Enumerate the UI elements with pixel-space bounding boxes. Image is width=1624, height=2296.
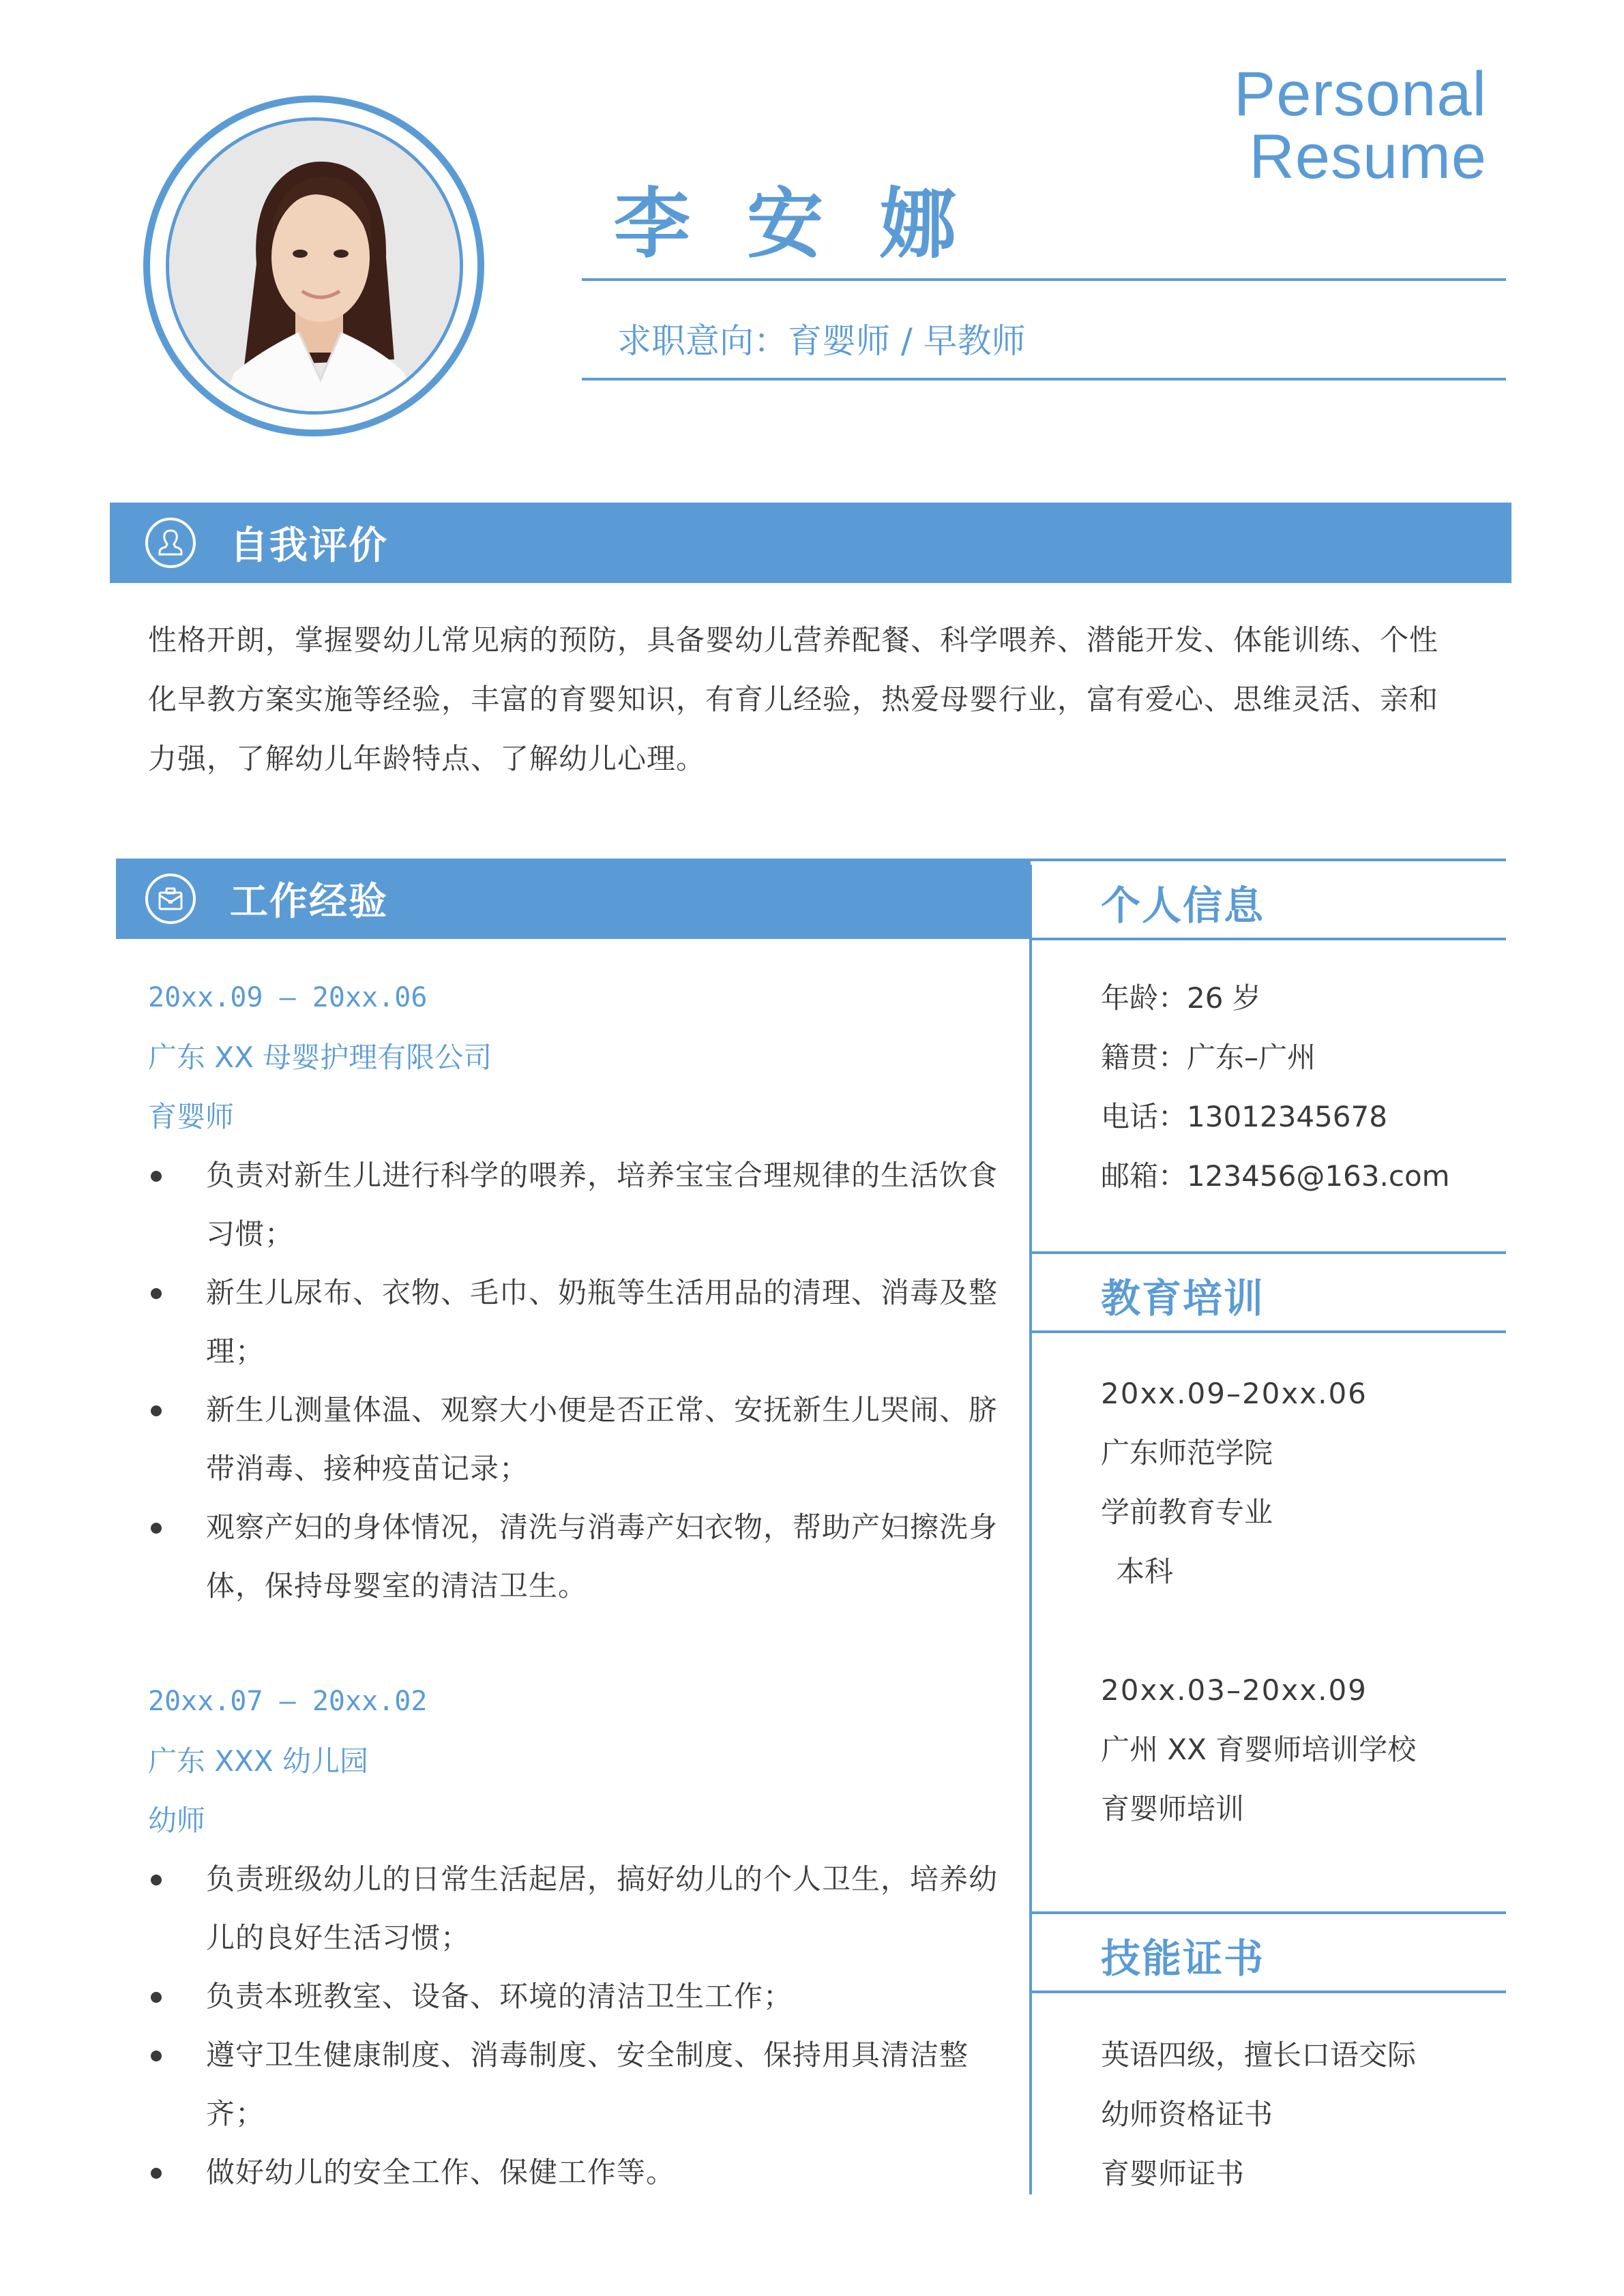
header-divider-top	[582, 278, 1506, 281]
job-date: 20xx.07 – 20xx.02	[148, 1686, 428, 1717]
job-intention: 求职意向：育婴师 / 早教师	[617, 321, 1026, 361]
duty-item: 观察产妇的身体情况，清洗与消毒产妇衣物，帮助产妇擦洗身体，保持母婴室的清洁卫生。	[148, 1498, 1022, 1615]
job-company: 广东 XXX 幼儿园	[148, 1744, 369, 1778]
education-list	[1101, 1364, 1416, 1838]
edu-school: 广州 XX 育婴师培训学校	[1101, 1733, 1417, 1766]
header-divider-bottom	[582, 378, 1506, 381]
section-header-personal-info	[1031, 859, 1506, 940]
section-header-education	[1031, 1251, 1506, 1333]
section-bar-self-evaluation	[110, 503, 1511, 583]
section-title: 自我评价	[230, 524, 388, 568]
info-hometown: 籍贯：广东–广州	[1101, 1041, 1316, 1074]
section-header-skills	[1031, 1911, 1506, 1993]
edu-date: 20xx.09–20xx.06	[1101, 1377, 1368, 1410]
portrait-photo	[169, 121, 463, 415]
section-title: 技能证书	[1101, 1935, 1265, 1982]
candidate-name: 李 安 娜	[614, 180, 971, 269]
job-duties	[148, 1850, 1028, 2202]
duty-item: 新生儿尿布、衣物、毛巾、奶瓶等生活用品的清理、消毒及整理；	[148, 1264, 1022, 1381]
duty-item: 负责本班教室、设备、环境的清洁卫生工作；	[148, 1967, 1022, 2026]
job-duties	[148, 1146, 1028, 1615]
paragraph-line: 化早教方案实施等经验，丰富的育婴知识，有育儿经验，热爱母婴行业，富有爱心、思维灵活、亲和	[148, 683, 1439, 716]
duty-item: 做好幼儿的安全工作、保健工作等。	[148, 2143, 1022, 2202]
briefcase-icon	[145, 874, 196, 924]
self-evaluation-text	[148, 610, 1505, 788]
info-phone: 电话：13012345678	[1101, 1100, 1387, 1133]
edu-school: 广东师范学院	[1101, 1436, 1273, 1470]
job-date: 20xx.09 – 20xx.06	[148, 982, 428, 1013]
section-title: 个人信息	[1101, 882, 1265, 929]
paragraph-line: 性格开朗，掌握婴幼儿常见病的预防，具备婴幼儿营养配餐、科学喂养、潜能开发、体能训练、个性	[148, 623, 1439, 657]
section-title: 教育培训	[1101, 1275, 1265, 1322]
duty-item: 新生儿测量体温、观察大小便是否正常、安抚新生儿哭闹、脐带消毒、接种疫苗记录；	[148, 1381, 1022, 1498]
job-entry	[148, 1672, 1028, 2202]
avatar	[166, 117, 463, 415]
user-icon	[145, 518, 196, 568]
edu-major: 育婴师培训	[1101, 1792, 1245, 1825]
personal-info-list	[1101, 968, 1450, 1206]
job-company: 广东 XX 母婴护理有限公司	[148, 1041, 492, 1074]
column-divider	[1029, 865, 1032, 2194]
skill-item: 育婴师证书	[1101, 2157, 1245, 2190]
duty-item: 负责班级幼儿的日常生活起居，搞好幼儿的个人卫生，培养幼儿的良好生活习惯；	[148, 1850, 1022, 1967]
info-age: 年龄：26 岁	[1101, 981, 1261, 1015]
job-role: 幼师	[148, 1804, 206, 1837]
job-role: 育婴师	[148, 1100, 235, 1133]
section-bar-work-experience	[116, 859, 1031, 939]
duty-item: 负责对新生儿进行科学的喂养，培养宝宝合理规律的生活饮食习惯；	[148, 1146, 1022, 1264]
skill-item: 幼师资格证书	[1101, 2098, 1273, 2131]
section-title: 工作经验	[230, 880, 388, 924]
edu-major: 学前教育专业	[1101, 1495, 1273, 1529]
skills-list	[1101, 2025, 1416, 2203]
edu-degree: 本科	[1116, 1555, 1174, 1588]
skill-item: 英语四级，擅长口语交际	[1101, 2038, 1417, 2072]
duty-item: 遵守卫生健康制度、消毒制度、安全制度、保持用具清洁整齐；	[148, 2026, 1022, 2143]
job-entry	[148, 968, 1028, 1615]
resume-title-english: Personal Resume	[1233, 59, 1487, 192]
paragraph-line: 力强，了解幼儿年龄特点、了解幼儿心理。	[148, 742, 706, 775]
edu-date: 20xx.03–20xx.09	[1101, 1673, 1368, 1707]
info-email: 邮箱：123456@163.com	[1101, 1159, 1450, 1193]
spacer	[1101, 1601, 1416, 1660]
